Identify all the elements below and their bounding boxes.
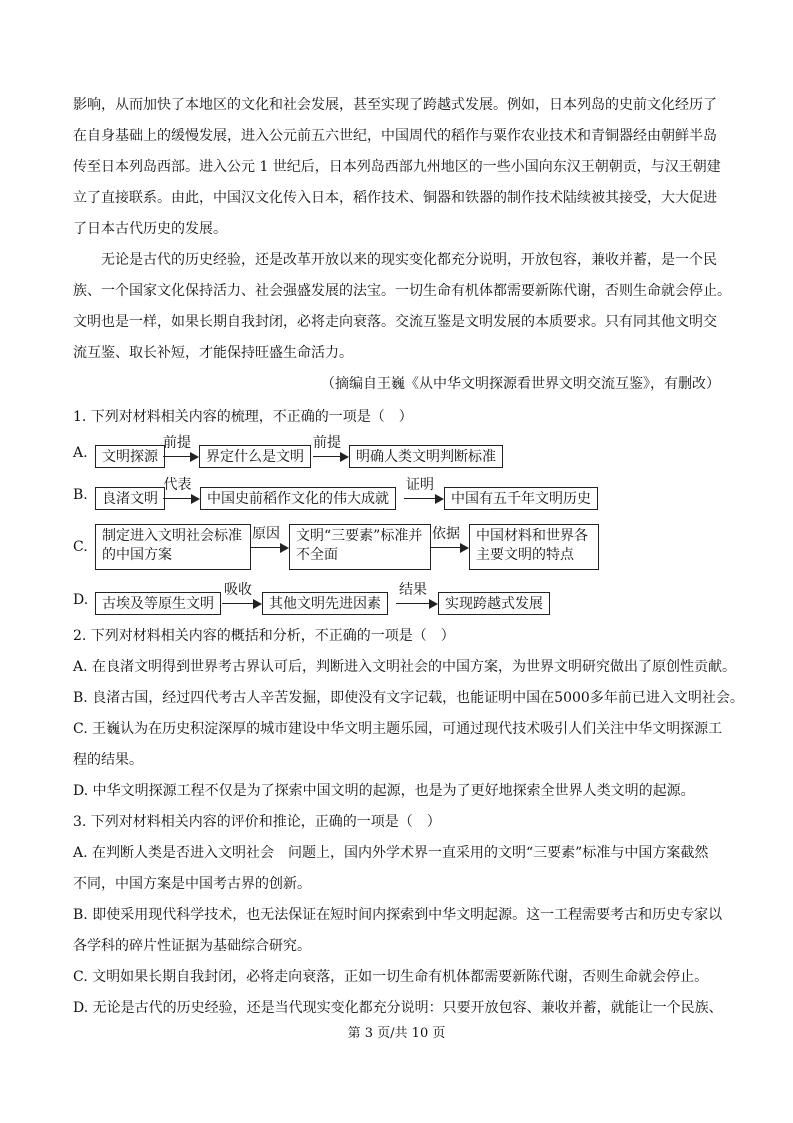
q3-option-a[interactable]: A. 在判断人类是否进入文明社会 问题上，国内外学术界一直采用的文明“三要素”标准与中国方案截然 bbox=[73, 845, 709, 861]
q1-d-arrow-2-label: 结果 bbox=[399, 582, 427, 598]
q1-a-box-2: 界定什么是文明 bbox=[199, 445, 311, 468]
q1-a-box-3: 明确人类文明判断标准 bbox=[349, 445, 503, 468]
passage-line: 影响，从而加快了本地区的文化和社会发展，甚至实现了跨越式发展。例如，日本列岛的史前文化经历了 bbox=[73, 97, 717, 113]
question-1-stem: 1. 下列对材料相关内容的梳理，不正确的一项是（ ） bbox=[73, 409, 413, 425]
q2-option-d[interactable]: D. 中华文明探源工程不仅是为了探索中国文明的起源，也是为了更好地探索全世界人类文明的起源。 bbox=[73, 783, 695, 799]
q2-option-b[interactable]: B. 良渚古国，经过四代考古人辛苦发掘，即使没有文字记载，也能证明中国在5000多年前已进入文明社会。 bbox=[73, 690, 744, 706]
page-footer: 第 3 页/共 10 页 bbox=[347, 1026, 446, 1041]
source-citation: （摘编自王巍《从中华文明探源看世界文明交流互鉴》，有删改） bbox=[321, 376, 720, 392]
passage-line: 了日本古代历史的发展。 bbox=[73, 221, 227, 237]
q1-c-arrow-1 bbox=[251, 526, 289, 558]
q1-option-c-label[interactable]: C. bbox=[73, 539, 88, 555]
q3-option-b-cont: 各学科的碎片性证据为基础综合研究。 bbox=[73, 938, 311, 954]
passage-line: 流互鉴、取长补短，才能保持旺盛生命活力。 bbox=[73, 345, 353, 361]
q1-a-arrow-2 bbox=[313, 435, 349, 467]
q1-option-b-label[interactable]: B. bbox=[73, 487, 88, 503]
q1-c-box-1: 制定进入文明社会标准的中国方案 bbox=[95, 524, 251, 570]
q1-c-box-2: 文明“三要素”标准并不全面 bbox=[289, 524, 431, 570]
q3-option-d[interactable]: D. 无论是古代的历史经验，还是当代现实变化都充分说明：只要开放包容、兼收并蓄，就能让一个民族、 bbox=[73, 1000, 723, 1016]
passage-line: 族、一个国家文化保持活力、社会强盛发展的法宝。一切生命有机体都需要新陈代谢，否则生命就会停止。 bbox=[73, 283, 731, 299]
q1-a-box-1: 文明探源 bbox=[95, 445, 165, 468]
q1-b-box-2: 中国史前稻作文化的伟大成就 bbox=[200, 487, 396, 510]
question-2-stem: 2. 下列对材料相关内容的概括和分析，不正确的一项是（ ） bbox=[73, 628, 455, 644]
passage-line: 立了直接联系。由此，中国汉文化传入日本，稻作技术、铜器和铁器的制作技术陆续被其接受，大大促进 bbox=[73, 190, 717, 206]
q1-d-arrow-1 bbox=[222, 582, 262, 614]
q1-d-arrow-1-label: 吸收 bbox=[224, 582, 252, 598]
q1-d-arrow-2 bbox=[396, 582, 438, 614]
q1-c-arrow-2 bbox=[431, 526, 469, 558]
q1-b-arrow-2-label: 证明 bbox=[406, 477, 434, 493]
q1-b-arrow-1 bbox=[163, 477, 200, 509]
q1-option-a-label[interactable]: A. bbox=[73, 445, 88, 461]
q1-b-arrow-1-label: 代表 bbox=[163, 477, 192, 493]
q1-d-box-2: 其他文明先进因素 bbox=[262, 592, 388, 615]
q1-a-arrow-1 bbox=[163, 435, 199, 467]
q1-b-box-3: 中国有五千年文明历史 bbox=[444, 487, 598, 510]
q1-c-arrow-1-label: 原因 bbox=[252, 526, 280, 542]
q1-a-arrow-1-label: 前提 bbox=[163, 435, 191, 451]
q3-option-a-cont: 不同，中国方案是中国考古界的创新。 bbox=[73, 876, 311, 892]
q2-option-c-cont: 程的结果。 bbox=[73, 752, 143, 768]
question-3-stem: 3. 下列对材料相关内容的评价和推论，正确的一项是（ ） bbox=[73, 814, 441, 830]
q1-option-d-label[interactable]: D. bbox=[73, 592, 89, 608]
passage-line: 传至日本列岛西部。进入公元 1 世纪后，日本列岛西部九州地区的一些小国向东汉王朝朝贡，与汉王朝建 bbox=[73, 159, 721, 175]
q3-option-b[interactable]: B. 即使采用现代科学技术，也无法保证在短时间内探索到中华文明起源。这一工程需要考古和历史专家以 bbox=[73, 907, 723, 923]
passage-line: 无论是古代的历史经验，还是改革开放以来的现实变化都充分说明，开放包容，兼收并蓄，是一个民 bbox=[101, 252, 717, 268]
q1-d-box-3: 实现跨越式发展 bbox=[438, 592, 550, 615]
q1-d-box-1: 古埃及等原生文明 bbox=[95, 592, 221, 615]
q3-option-c[interactable]: C. 文明如果长期自我封闭，必将走向衰落，正如一切生命有机体都需要新陈代谢，否则生命就会停止。 bbox=[73, 969, 709, 985]
passage-line: 在自身基础上的缓慢发展，进入公元前五六世纪，中国周代的稻作与粟作农业技术和青铜器经由朝鲜半岛 bbox=[73, 128, 717, 144]
q1-c-arrow-2-label: 依据 bbox=[432, 526, 460, 542]
q1-a-arrow-2-label: 前提 bbox=[313, 435, 341, 451]
passage-line: 文明也是一样，如果长期自我封闭，必将走向衰落。交流互鉴是文明发展的本质要求。只有同其他文明交 bbox=[73, 314, 717, 330]
q1-b-arrow-2 bbox=[404, 477, 444, 509]
q1-b-box-1: 良渚文明 bbox=[95, 487, 165, 510]
q1-c-box-3: 中国材料和世界各主要文明的特点 bbox=[469, 524, 599, 570]
q2-option-c[interactable]: C. 王巍认为在历史积淀深厚的城市建设中华文明主题乐园，可通过现代技术吸引人们关注中华文明探源工 bbox=[73, 721, 723, 737]
q2-option-a[interactable]: A. 在良渚文明得到世界考古界认可后，判断进入文明社会的中国方案，为世界文明研究做出了原创性贡献。 bbox=[73, 659, 737, 675]
